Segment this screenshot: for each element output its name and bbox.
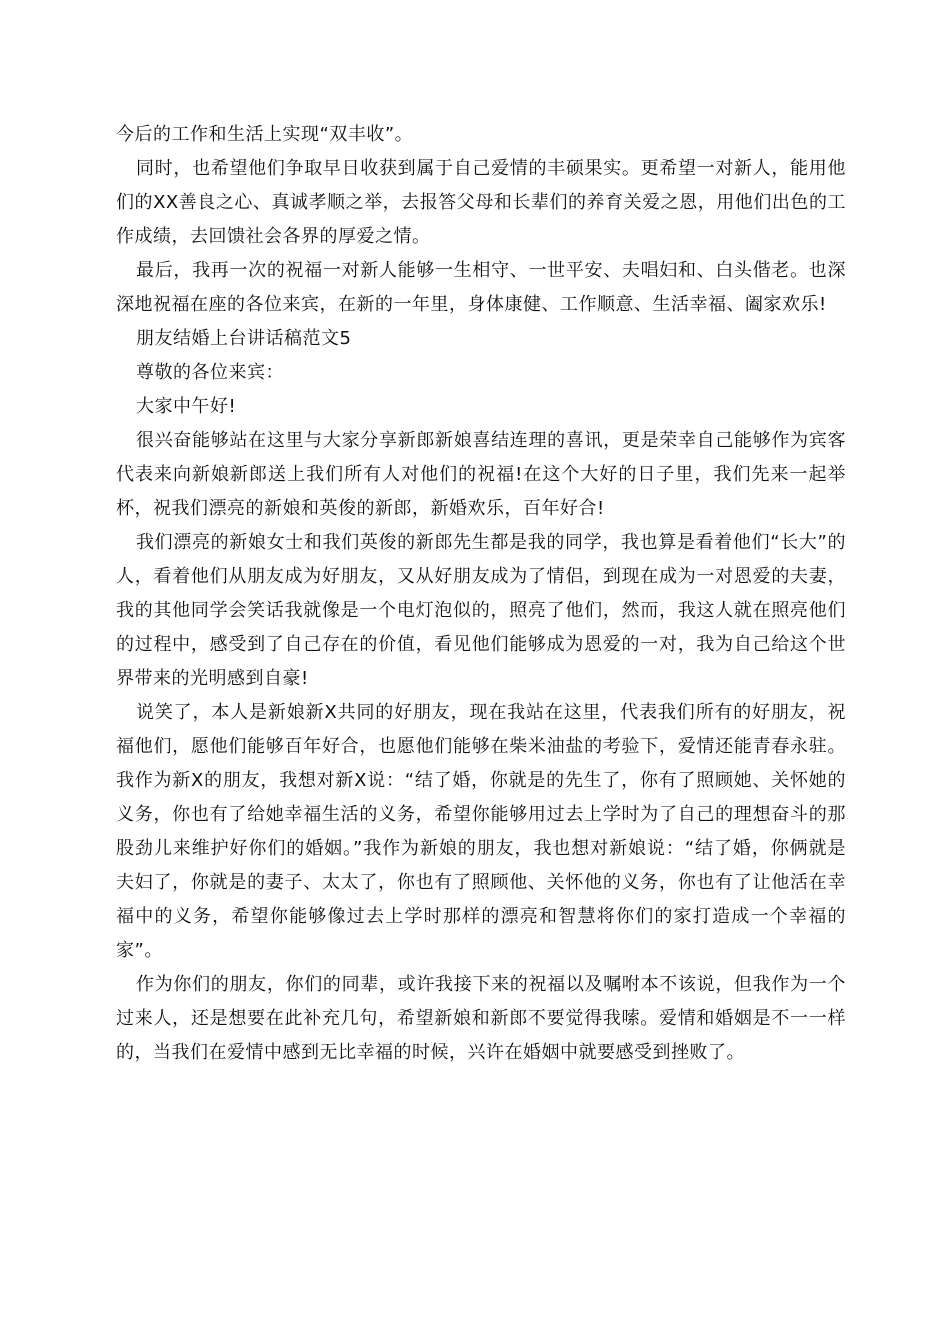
paragraph-hope: 同时，也希望他们争取早日收获到属于自己爱情的丰硕果实。更希望一对新人，能用他们的XX善良之心、真诚孝顺之举，去报答父母和长辈们的养育关爱之恩，用他们出色的工作成绩，去回馈社会各界的厚爱之情。 <box>116 158 846 247</box>
paragraph-friends: 说笑了，本人是新娘新X共同的好朋友，现在我站在这里，代表我们所有的好朋友，祝福他们，愿他们能够百年好合，也愿他们能够在柴米油盐的考验下，爱情还能青春永驻。我作为新X的朋友，我想对新X说：“结了婚，你就是的先生了，你有了照顾她、关怀她的义务，你也有了给她幸福生活的义务，希望你能够用过去上学时为了自己的理想奋斗的那股劲儿来维护好你们的婚姻。”我作为新娘的朋友，我也想对新娘说：“结了婚，你俩就是夫妇了，你就是的妻子、太太了，你也有了照顾他、关怀他的义务，你也有了让他活在幸福中的义务，希望你能够像过去上学时那样的漂亮和智慧将你们的家打造成一个幸福的家”。 <box>116 702 846 961</box>
paragraph-advice: 作为你们的朋友，你们的同辈，或许我接下来的祝福以及嘱咐本不该说，但我作为一个过来人，还是想要在此补充几句，希望新娘和新郎不要觉得我嗦。爱情和婚姻是不一一样的，当我们在爱情中感到无比幸福的时候，兴许在婚姻中就要感受到挫败了。 <box>116 974 846 1063</box>
greeting: 大家中午好! <box>136 396 237 417</box>
paragraph-classmates: 我们漂亮的新娘女士和我们英俊的新郎先生都是我的同学，我也算是看着他们“长大”的人，看着他们从朋友成为好朋友，又从好朋友成为了情侣，到现在成为一对恩爱的夫妻，我的其他同学会笑话我就像是一个电灯泡似的，照亮了他们，然而，我这人就在照亮他们的过程中，感受到了自己存在的价值，看见他们能够成为恩爱的一对，我为自己给这个世界带来的光明感到自豪! <box>116 532 846 689</box>
paragraph-continuation: 今后的工作和生活上实现“双丰收”。 <box>116 124 414 145</box>
paragraph-final-blessing: 最后，我再一次的祝福一对新人能够一生相守、一世平安、夫唱妇和、白头偕老。也深深地祝福在座的各位来宾，在新的一年里，身体康健、工作顺意、生活幸福、阖家欢乐! <box>116 260 846 315</box>
paragraph-opening: 很兴奋能够站在这里与大家分享新郎新娘喜结连理的喜讯，更是荣幸自己能够作为宾客代表来向新娘新郎送上我们所有人对他们的祝福!在这个大好的日子里，我们先来一起举杯，祝我们漂亮的新娘和英俊的新郎，新婚欢乐，百年好合! <box>116 430 846 519</box>
section-heading: 朋友结婚上台讲话稿范文5 <box>136 328 352 349</box>
document-body <box>116 118 846 1070</box>
salutation: 尊敬的各位来宾： <box>136 362 284 383</box>
